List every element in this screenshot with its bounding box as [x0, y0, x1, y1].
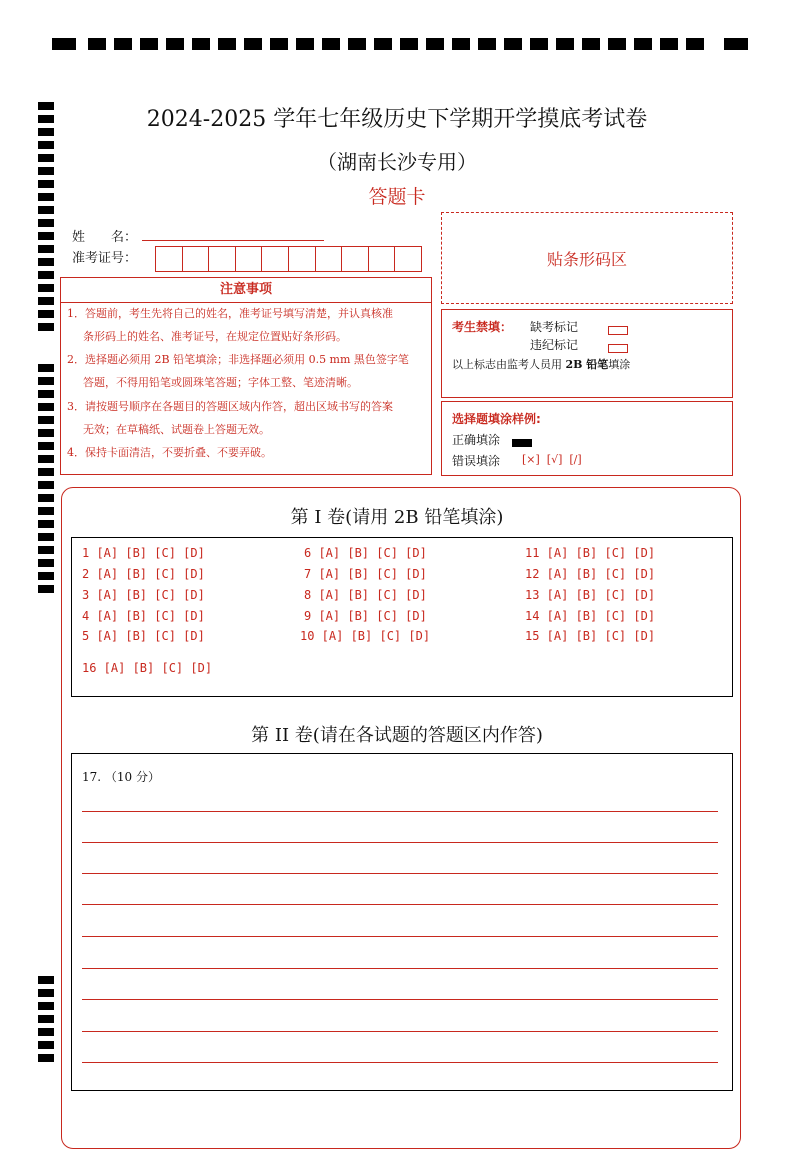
timing-mark — [348, 38, 366, 50]
choice-row[interactable]: 6 [A] [B] [C] [D] — [304, 546, 427, 560]
writing-line — [82, 1031, 718, 1032]
choice-row[interactable]: 3 [A] [B] [C] [D] — [82, 588, 205, 602]
id-digit-cell[interactable] — [209, 247, 236, 271]
timing-mark — [400, 38, 418, 50]
timing-mark — [660, 38, 678, 50]
choice-row[interactable]: 14 [A] [B] [C] [D] — [525, 609, 656, 623]
choice-row[interactable]: 16 [A] [B] [C] [D] — [82, 661, 213, 675]
timing-mark — [88, 38, 106, 50]
choice-row[interactable]: 4 [A] [B] [C] [D] — [82, 609, 205, 623]
violation-mark-box[interactable] — [608, 338, 628, 357]
forbid-note-bold: 2B 铅笔 — [565, 358, 609, 371]
notice-line: 1．答题前，考生先将自己的姓名，准考证号填写清楚，并认真核准 — [67, 307, 393, 320]
id-digit-cell[interactable] — [262, 247, 289, 271]
page-title: 2024-2025 学年七年级历史下学期开学摸底考试卷 — [146, 107, 648, 132]
id-label: 准考证号： — [72, 251, 138, 266]
writing-line — [82, 999, 718, 1000]
choice-row[interactable]: 2 [A] [B] [C] [D] — [82, 567, 205, 581]
multiple-choice-box — [71, 537, 733, 697]
timing-mark — [38, 403, 54, 411]
examiner-only-box — [441, 309, 733, 398]
id-digit-cell[interactable] — [395, 247, 421, 271]
timing-mark — [192, 38, 210, 50]
essay-answer-box[interactable] — [71, 753, 733, 1091]
writing-line — [82, 904, 718, 905]
choice-row[interactable]: 5 [A] [B] [C] [D] — [82, 629, 205, 643]
timing-mark — [38, 271, 54, 279]
forbid-title: 考生禁填： — [452, 320, 513, 334]
timing-mark — [38, 455, 54, 463]
question-17-label: 17. （10 分） — [82, 770, 160, 784]
timing-mark — [38, 481, 54, 489]
forbid-note — [452, 356, 630, 372]
writing-line — [82, 873, 718, 874]
correct-fill-sample — [512, 432, 532, 451]
timing-mark — [38, 1002, 54, 1010]
writing-line — [82, 811, 718, 812]
forbid-note-prefix: 以上标志由监考人员用 — [452, 358, 566, 371]
timing-mark — [582, 38, 600, 50]
timing-mark — [38, 546, 54, 554]
timing-mark — [38, 989, 54, 997]
part1-title: 第 I 卷(请用 2B 铅笔填涂) — [290, 507, 504, 528]
notice-heading: 注意事项 — [61, 278, 431, 303]
timing-mark — [530, 38, 548, 50]
top-timing-marks — [52, 38, 748, 52]
timing-mark — [38, 232, 54, 240]
part2-title: 第 II 卷(请在各试题的答题区内作答) — [251, 725, 543, 746]
timing-mark — [38, 1015, 54, 1023]
correct-label: 正确填涂 — [452, 433, 501, 447]
notice-line: 答题，不得用铅笔或圆珠笔答题；字体工整、笔迹清晰。 — [83, 376, 358, 389]
timing-mark — [556, 38, 574, 50]
choice-row[interactable]: 1 [A] [B] [C] [D] — [82, 546, 205, 560]
absent-mark-box[interactable] — [608, 320, 628, 339]
notice-line: 4．保持卡面清洁，不要折叠、不要弄破。 — [67, 446, 272, 459]
timing-mark — [166, 38, 184, 50]
notice-line: 无效；在草稿纸、试题卷上答题无效。 — [83, 423, 270, 436]
timing-mark — [38, 323, 54, 331]
timing-mark — [504, 38, 522, 50]
timing-mark — [38, 310, 54, 318]
timing-mark — [296, 38, 314, 50]
timing-mark — [452, 38, 470, 50]
choice-row[interactable]: 11 [A] [B] [C] [D] — [525, 546, 656, 560]
writing-line — [82, 842, 718, 843]
wrong-fill-samples: [×] [√] [/] — [522, 453, 582, 466]
writing-line — [82, 936, 718, 937]
id-digit-cell[interactable] — [236, 247, 263, 271]
timing-mark — [38, 219, 54, 227]
fill-sample-box — [441, 401, 733, 476]
timing-mark — [140, 38, 158, 50]
timing-mark — [38, 377, 54, 385]
timing-mark — [38, 1041, 54, 1049]
notice-line: 3．请按题号顺序在各题目的答题区域内作答，超出区域书写的答案 — [67, 400, 393, 413]
wrong-label: 错误填涂 — [452, 454, 501, 468]
timing-mark — [38, 429, 54, 437]
timing-mark — [38, 364, 54, 372]
timing-mark — [38, 494, 54, 502]
timing-mark — [38, 258, 54, 266]
page-subtitle: （湖南长沙专用） — [317, 150, 477, 174]
notice-line: 条形码上的姓名、准考证号，在规定位置贴好条形码。 — [83, 330, 347, 343]
timing-mark — [114, 38, 132, 50]
name-line[interactable] — [142, 240, 324, 241]
timing-mark — [38, 468, 54, 476]
timing-mark — [270, 38, 288, 50]
timing-mark — [724, 38, 748, 50]
id-digit-cell[interactable] — [316, 247, 343, 271]
timing-mark — [478, 38, 496, 50]
timing-mark — [38, 1028, 54, 1036]
choice-row[interactable]: 10 [A] [B] [C] [D] — [300, 629, 431, 643]
left-timing-marks-middle — [38, 364, 54, 600]
forbid-note-suffix: 填涂 — [608, 358, 631, 371]
timing-mark — [634, 38, 652, 50]
id-digit-cell[interactable] — [183, 247, 210, 271]
absent-label: 缺考标记 — [530, 320, 579, 334]
timing-mark — [322, 38, 340, 50]
left-timing-marks-upper — [38, 102, 54, 334]
timing-mark — [38, 572, 54, 580]
choice-row[interactable]: 9 [A] [B] [C] [D] — [304, 609, 427, 623]
timing-mark — [38, 245, 54, 253]
notice-line: 2．选择题必须用 2B 铅笔填涂；非选择题必须用 0.5 mm 黑色签字笔 — [67, 353, 409, 366]
name-label: 姓 名： — [72, 230, 138, 245]
id-digit-cell[interactable] — [369, 247, 396, 271]
timing-mark — [38, 284, 54, 292]
timing-mark — [38, 442, 54, 450]
choice-row[interactable]: 12 [A] [B] [C] [D] — [525, 567, 656, 581]
barcode-area — [441, 212, 733, 304]
timing-mark — [426, 38, 444, 50]
id-digit-cell[interactable] — [156, 247, 183, 271]
writing-line — [82, 968, 718, 969]
timing-mark — [38, 1054, 54, 1062]
timing-mark — [38, 585, 54, 593]
timing-mark — [38, 976, 54, 984]
timing-mark — [38, 390, 54, 398]
barcode-label: 贴条形码区 — [546, 249, 627, 269]
timing-mark — [38, 297, 54, 305]
timing-mark — [374, 38, 392, 50]
timing-mark — [218, 38, 236, 50]
left-timing-marks-lower — [38, 976, 54, 1066]
id-digit-cell[interactable] — [342, 247, 369, 271]
choice-row[interactable]: 13 [A] [B] [C] [D] — [525, 588, 656, 602]
writing-line — [82, 1062, 718, 1063]
timing-mark — [686, 38, 704, 50]
timing-mark — [38, 559, 54, 567]
exam-id-boxes[interactable] — [155, 246, 422, 272]
timing-mark — [52, 38, 76, 50]
choice-row[interactable]: 8 [A] [B] [C] [D] — [304, 588, 427, 602]
sample-title: 选择题填涂样例: — [452, 412, 541, 426]
id-digit-cell[interactable] — [289, 247, 316, 271]
timing-mark — [38, 533, 54, 541]
notice-box — [60, 277, 432, 475]
answer-card-label: 答题卡 — [368, 186, 426, 208]
timing-mark — [38, 416, 54, 424]
timing-mark — [244, 38, 262, 50]
violation-label: 违纪标记 — [530, 338, 579, 352]
timing-mark — [608, 38, 626, 50]
choice-row[interactable]: 7 [A] [B] [C] [D] — [304, 567, 427, 581]
choice-row[interactable]: 15 [A] [B] [C] [D] — [525, 629, 656, 643]
